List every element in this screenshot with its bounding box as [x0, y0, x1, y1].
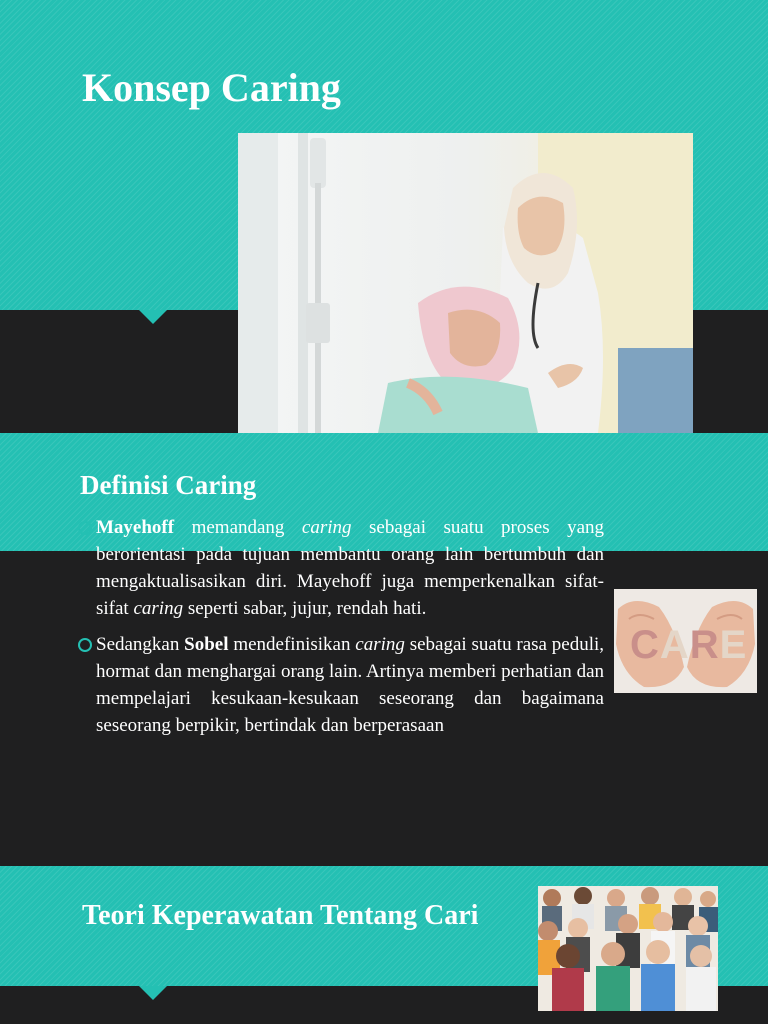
name-sobel: Sobel [184, 634, 229, 655]
bullet-icon [78, 638, 92, 652]
text-segment: sebagai suatu rasa peduli, hormat dan menghargai orang lain. Artinya memberi perhatian dan mempelajari kesukaan-kesukaan seseorang dan bagaimana seseorang berpikir, bertindak dan berperasaan [96, 634, 605, 736]
healthcare-workers-photo [538, 886, 718, 1011]
bullet-icon [78, 521, 92, 535]
nurse-patient-photo [238, 133, 693, 433]
name-mayehoff: Mayehoff [96, 517, 175, 538]
definition-paragraph-sobel [76, 631, 604, 739]
slide2-heading: Definisi Caring [80, 470, 257, 500]
text-segment: seperti sabar, jujur, rendah hati. [183, 598, 427, 619]
slide3-title: Teori Keperawatan Tentang Cari [82, 900, 479, 931]
definition-text [76, 514, 604, 748]
care-letter-a: A [659, 623, 690, 667]
slide1-title: Konsep Caring [82, 65, 341, 110]
term-caring: caring [301, 517, 352, 538]
term-caring: caring [355, 634, 405, 655]
care-lettering [630, 623, 747, 668]
slide3-notch [139, 986, 167, 1000]
care-letter-e: E [719, 623, 748, 667]
term-caring: caring [133, 598, 184, 619]
slide1-notch [139, 310, 167, 324]
care-letter-r: R [689, 623, 720, 667]
definition-paragraph-mayehoff [76, 514, 604, 622]
text-segment: memandang [174, 517, 302, 538]
text-segment: Sedangkan [96, 634, 185, 655]
text-segment: sebagai suatu proses yang berorientasi pada tujuan membantu orang lain bertumbuh dan mengaktualisasikan diri. Mayehoff juga memperkenalkan sifat-sifat [96, 517, 605, 619]
care-hands-photo [614, 589, 757, 693]
text-segment: mendefinisikan [228, 634, 356, 655]
care-letter-c: C [630, 623, 660, 667]
